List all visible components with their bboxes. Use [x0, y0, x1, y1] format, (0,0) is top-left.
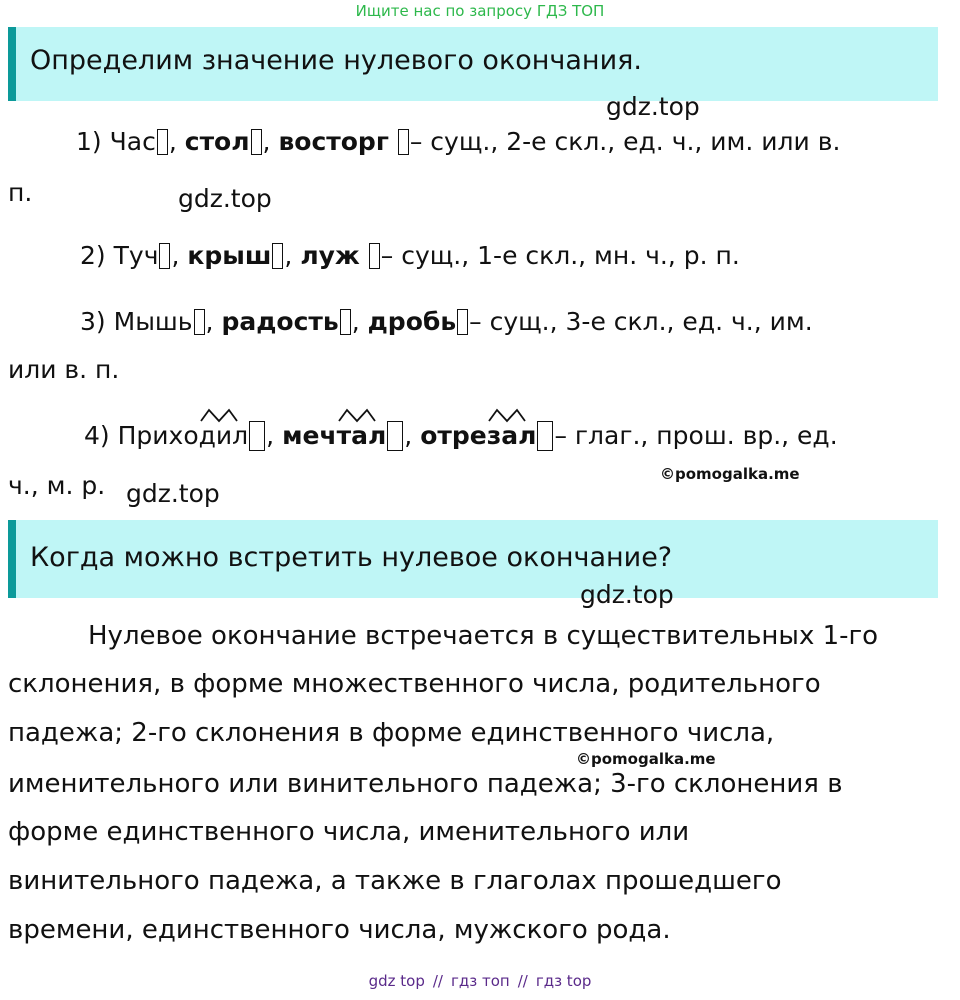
word-bold: радость — [221, 307, 339, 336]
null-ending-box — [272, 243, 283, 269]
word-bold: меч тал — [282, 421, 386, 450]
item-number: 1) — [76, 127, 102, 156]
word-bold: крыш — [187, 241, 272, 270]
footer-link[interactable]: gdz top — [368, 972, 425, 990]
item-description: – глаг., прош. вр., ед. — [554, 421, 838, 450]
watermark-gdz: gdz.top — [178, 184, 272, 213]
list-item-2 — [80, 241, 740, 270]
list-item-1 — [76, 127, 840, 156]
separator: , — [205, 307, 214, 336]
paragraph-line: падежа; 2-го склонения в форме единственного числа, — [8, 718, 775, 748]
watermark-gdz: gdz.top — [126, 479, 220, 508]
section-title-2: Когда можно встретить нулевое окончание? — [30, 542, 673, 573]
separator: , — [351, 307, 360, 336]
footer-separator: // — [517, 972, 528, 990]
paragraph-line: склонения, в форме множественного числа, родительного — [8, 669, 821, 699]
paragraph-line: времени, единственного числа, мужского рода. — [8, 915, 671, 945]
watermark-pomogalka: ©pomogalka.me — [576, 750, 716, 768]
null-ending-box — [159, 243, 170, 269]
separator: , — [284, 241, 293, 270]
word: Час — [109, 127, 156, 156]
word-bold: отре зал — [420, 421, 536, 450]
list-item-3-continuation: или в. п. — [8, 355, 120, 384]
word: Прихо дил — [118, 421, 249, 450]
separator: , — [404, 421, 413, 450]
top-search-hint: Ищите нас по запросу ГДЗ ТОП — [355, 2, 605, 20]
null-ending-box — [398, 129, 409, 155]
paragraph-line: именительного или винительного падежа; 3-го склонения в — [8, 769, 843, 799]
list-item-4-continuation: ч., м. р. — [8, 471, 106, 500]
separator: , — [171, 241, 180, 270]
null-ending-box — [194, 309, 205, 335]
item-number: 4) — [84, 421, 110, 450]
item-description: – сущ., 2-е скл., ед. ч., им. или в. — [409, 127, 841, 156]
section-title-1: Определим значение нулевого окончания. — [30, 45, 642, 76]
item-number: 3) — [80, 307, 106, 336]
footer-link[interactable]: гдз top — [535, 972, 592, 990]
null-ending-box — [369, 243, 380, 269]
footer-separator: // — [432, 972, 443, 990]
word-bold: луж — [300, 241, 360, 270]
null-ending-box — [537, 421, 553, 451]
null-ending-box — [251, 129, 262, 155]
null-ending-box — [249, 421, 265, 451]
word-bold: дробь — [367, 307, 457, 336]
footer — [0, 972, 960, 990]
suffix-mark-icon — [199, 407, 239, 423]
footer-link[interactable]: гдз топ — [450, 972, 510, 990]
word-bold: стол — [184, 127, 250, 156]
suffix-mark-icon — [487, 407, 527, 423]
paragraph-line: винительного падежа, а также в глаголах прошедшего — [8, 866, 782, 896]
null-ending-box — [157, 129, 168, 155]
item-description: – сущ., 3-е скл., ед. ч., им. — [469, 307, 813, 336]
list-item-3 — [80, 307, 813, 336]
watermark-pomogalka: ©pomogalka.me — [660, 465, 800, 483]
section-header-2 — [8, 520, 938, 598]
list-item-1-continuation: п. — [8, 178, 33, 207]
paragraph-line: Нулевое окончание встречается в существительных 1-го — [88, 621, 879, 651]
item-description: – сущ., 1-е скл., мн. ч., р. п. — [380, 241, 740, 270]
item-number: 2) — [80, 241, 106, 270]
null-ending-box — [340, 309, 351, 335]
watermark-gdz: gdz.top — [606, 92, 700, 121]
suffix-mark-icon — [337, 407, 377, 423]
null-ending-box — [457, 309, 468, 335]
word-bold: восторг — [278, 127, 389, 156]
paragraph-line: форме единственного числа, именительного или — [8, 817, 690, 847]
watermark-gdz: gdz.top — [580, 580, 674, 609]
section-header-1 — [8, 27, 938, 101]
word: Мышь — [113, 307, 193, 336]
null-ending-box — [387, 421, 403, 451]
word: Туч — [113, 241, 159, 270]
separator: , — [262, 127, 271, 156]
separator: , — [266, 421, 275, 450]
list-item-4 — [84, 421, 838, 451]
separator: , — [168, 127, 177, 156]
